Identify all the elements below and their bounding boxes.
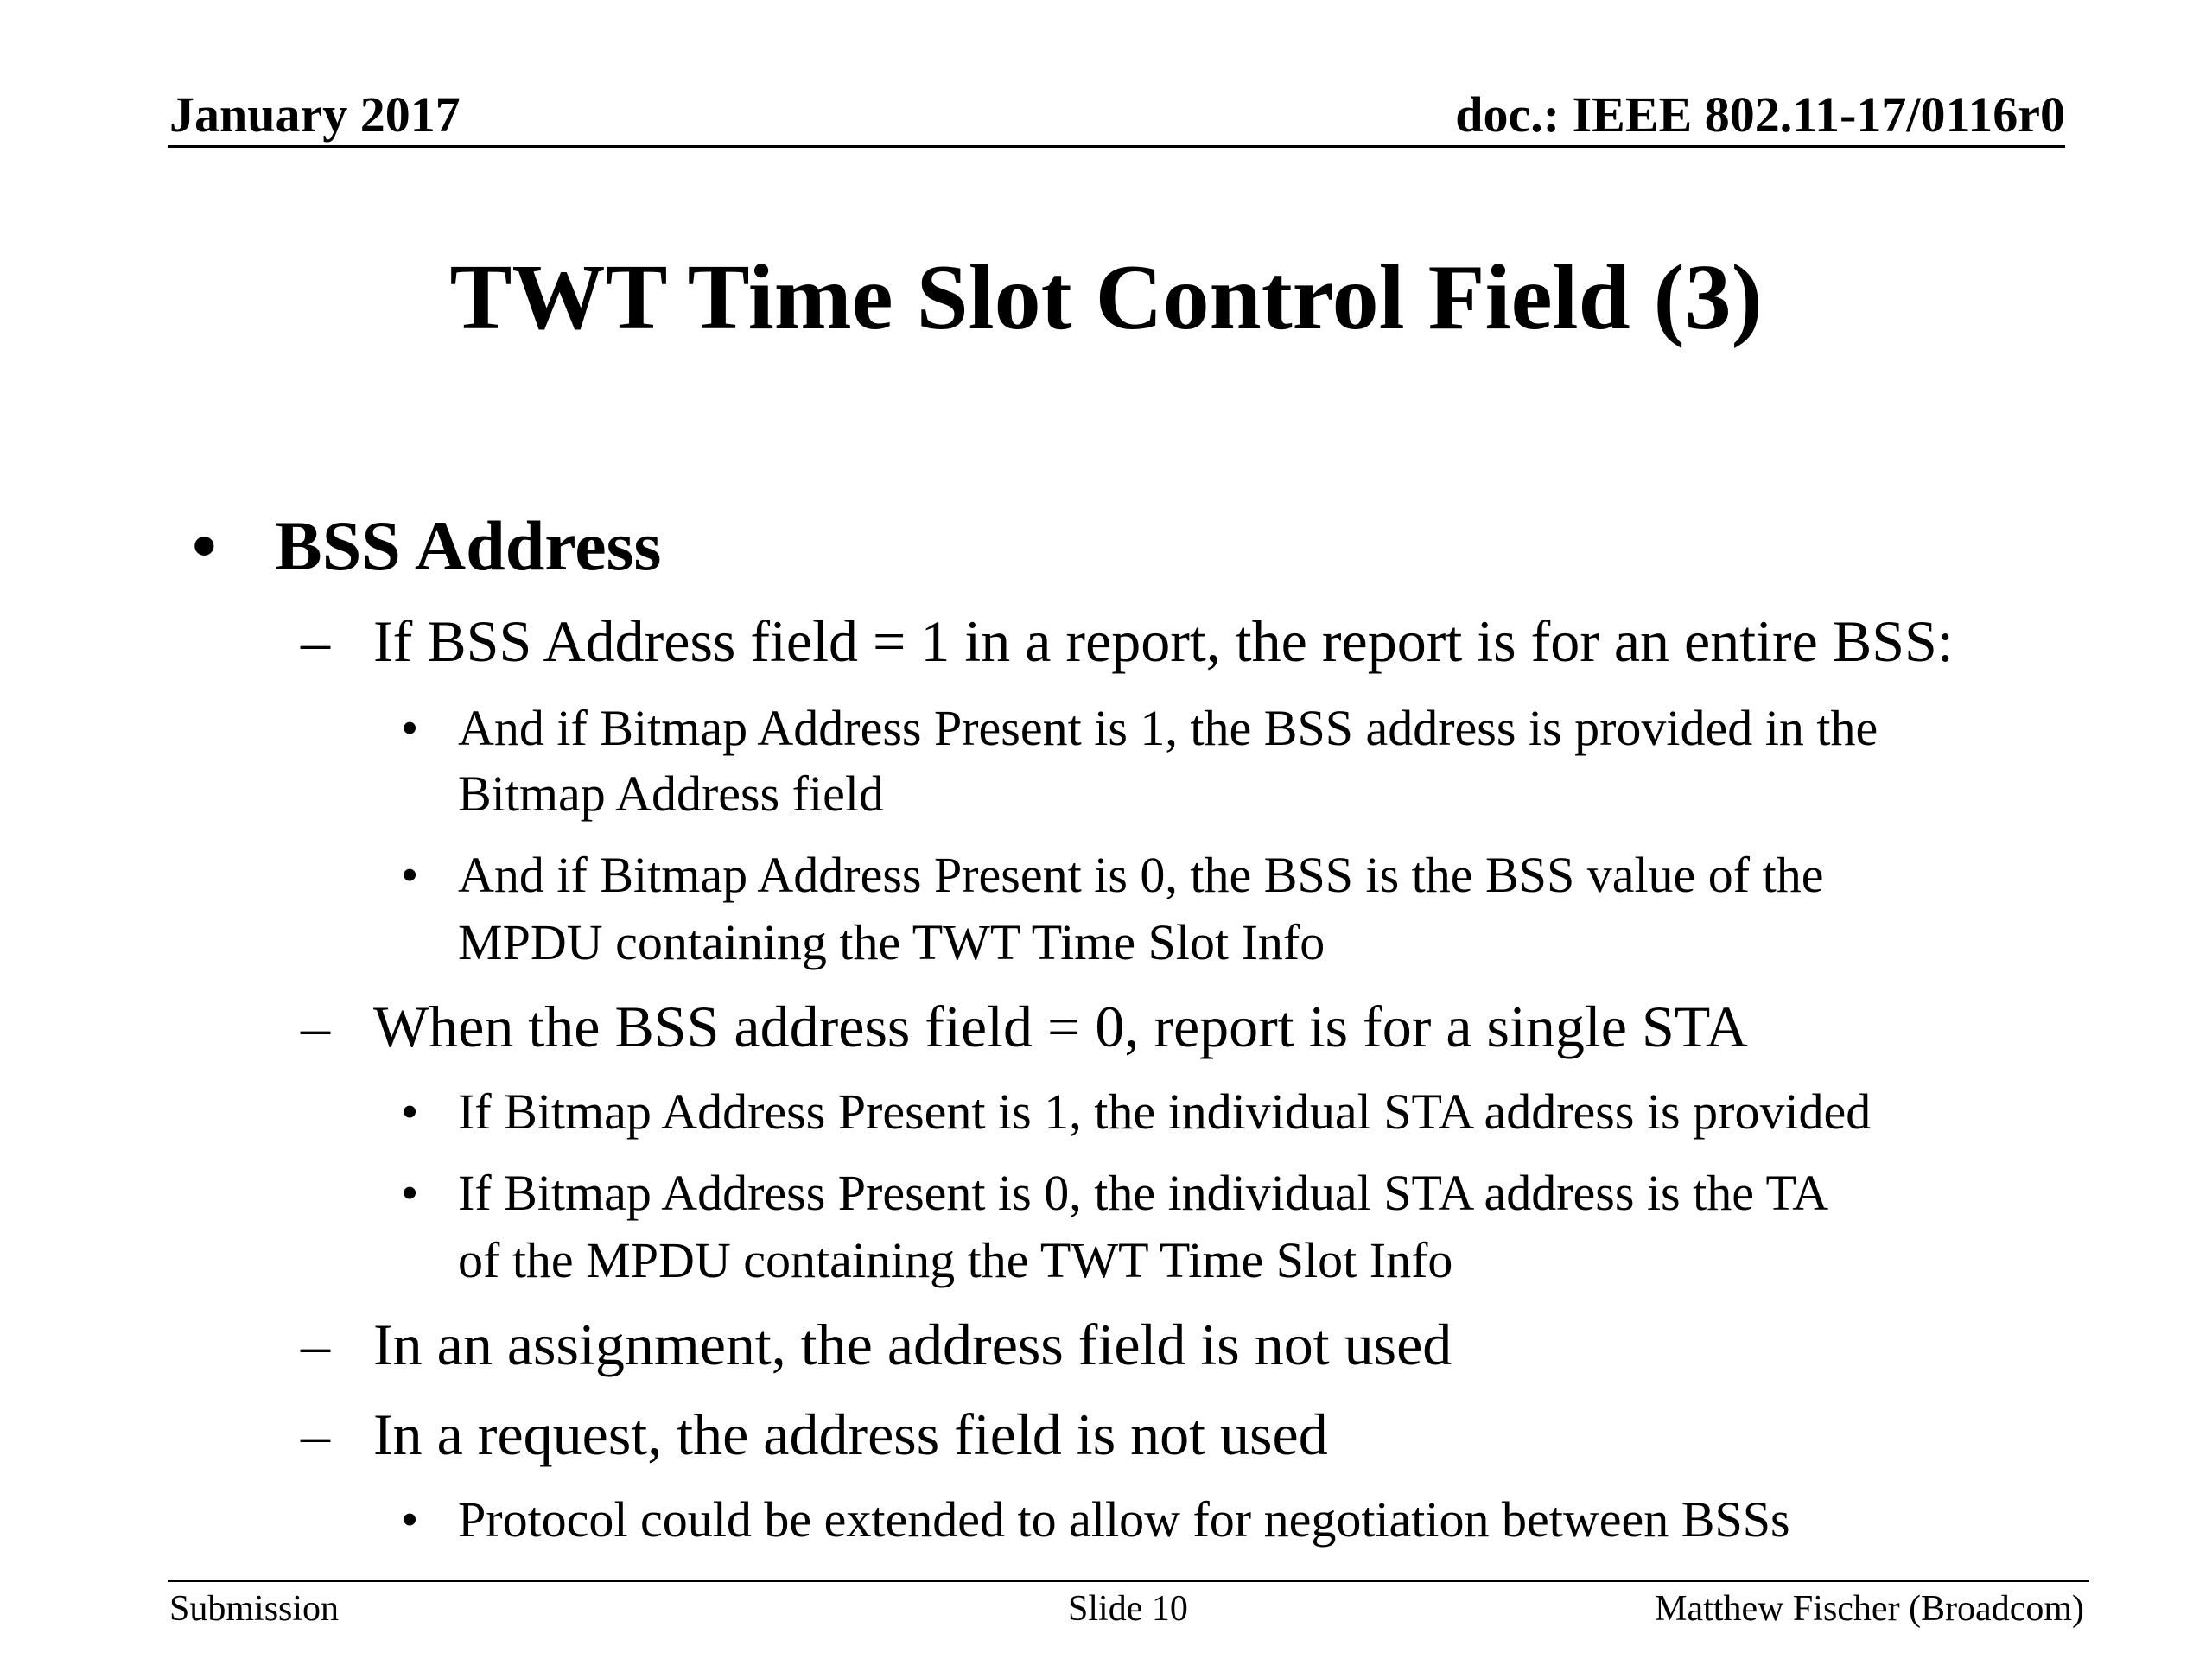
dash-marker: – — [301, 994, 330, 1059]
bullet-marker: • — [401, 1491, 419, 1548]
sub-bullet-assignment: In an assignment, the address field is not used — [373, 1312, 1452, 1377]
dash-marker: – — [301, 1312, 330, 1377]
footer-author: Matthew Fischer (Broadcom) — [1655, 1589, 2084, 1629]
sub-sub-bullet-line: If Bitmap Address Present is 0, the individual STA address is the TA — [458, 1165, 1829, 1221]
bullet-marker: • — [401, 1165, 419, 1221]
sub-sub-bullet-line: And if Bitmap Address Present is 0, the BSS is the BSS value of the — [458, 847, 1824, 903]
header-doc-id: doc.: IEEE 802.11-17/0116r0 — [1455, 86, 2065, 143]
sub-sub-bullet-line: MPDU containing the TWT Time Slot Info — [458, 914, 1325, 970]
sub-sub-bullet-line: If Bitmap Address Present is 1, the individual STA address is provided — [458, 1084, 1872, 1140]
bullet-marker: • — [401, 700, 419, 756]
sub-bullet-single-sta: When the BSS address field = 0, report is for a single STA — [373, 994, 1748, 1059]
sub-bullet-request: In a request, the address field is not used — [373, 1402, 1328, 1467]
footer-divider — [168, 1580, 2089, 1582]
sub-sub-bullet-line: Protocol could be extended to allow for negotiation between BSSs — [458, 1491, 1790, 1548]
sub-bullet-report-entire-bss: If BSS Address field = 1 in a report, the report is for an entire BSS: — [373, 608, 1954, 674]
bullet-marker: • — [192, 506, 217, 585]
dash-marker: – — [301, 1402, 330, 1467]
sub-sub-bullet-line: And if Bitmap Address Present is 1, the BSS address is provided in the — [458, 700, 1878, 756]
header-date: January 2017 — [169, 86, 461, 143]
sub-sub-bullet-line: Bitmap Address field — [458, 766, 884, 822]
footer-submission: Submission — [169, 1589, 340, 1629]
bullet-marker: • — [401, 847, 419, 903]
bullet-bss-address: BSS Address — [275, 506, 662, 585]
header-divider — [168, 145, 2065, 148]
dash-marker: – — [301, 608, 330, 674]
sub-sub-bullet-line: of the MPDU containing the TWT Time Slot Info — [458, 1232, 1453, 1288]
slide-title: TWT Time Slot Control Field (3) — [449, 246, 1763, 349]
bullet-marker: • — [401, 1084, 419, 1140]
footer-slide-number: Slide 10 — [1068, 1589, 1188, 1629]
